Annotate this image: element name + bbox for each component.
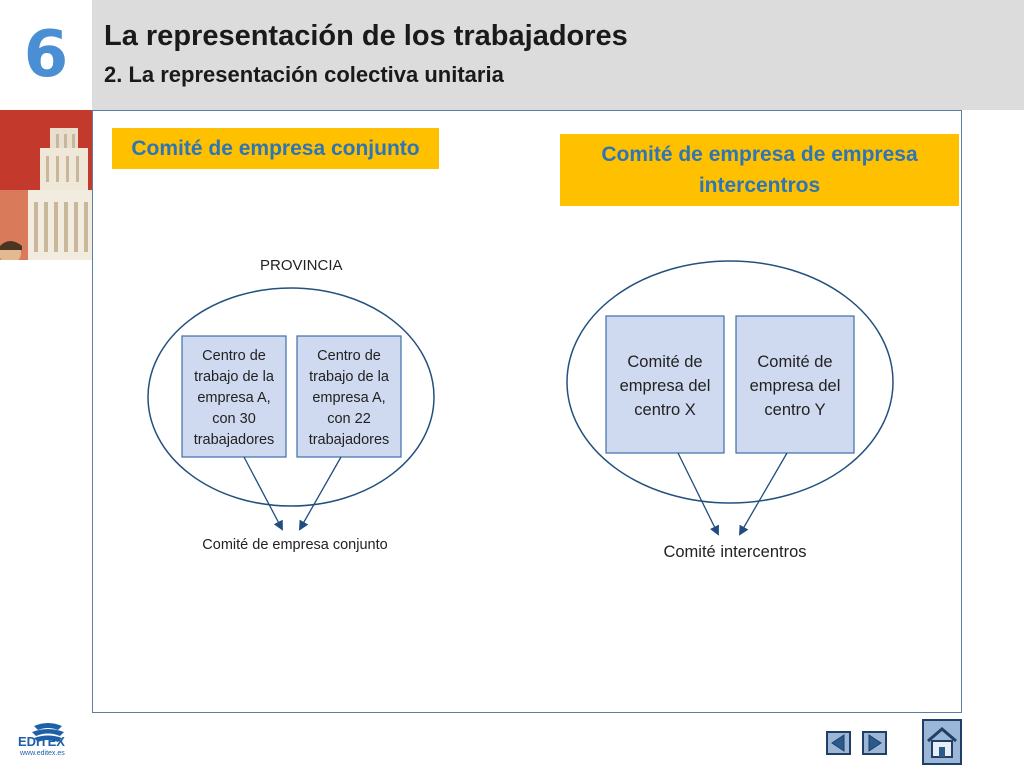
previous-slide-button[interactable] — [826, 731, 851, 755]
region-label-provincia: PROVINCIA — [260, 257, 343, 274]
box-centro-trabajo-1 — [182, 336, 286, 457]
page-title: La representación de los trabajadores — [104, 20, 628, 52]
label-comite-conjunto: Comité de empresa conjunto — [112, 128, 439, 169]
box-comite-centro-y — [736, 316, 854, 453]
box-text-line: empresa A, — [312, 390, 386, 406]
arrow-left-2 — [300, 457, 341, 529]
box-text-line: trabajo de la — [194, 369, 274, 385]
box-text-line: Centro de — [202, 348, 266, 364]
editex-logo-text: EDITEX — [18, 734, 65, 749]
page-subtitle: 2. La representación colectiva unitaria — [104, 62, 504, 87]
box-centro-trabajo-2 — [297, 336, 401, 457]
arrow-left-1 — [244, 457, 282, 529]
box-text-line: Centro de — [317, 348, 381, 364]
arrow-right-2 — [740, 453, 787, 534]
box-text-line: empresa A, — [197, 390, 271, 406]
arrow-left-icon — [828, 733, 849, 753]
box-text-line: con 22 — [327, 411, 371, 427]
result-label-intercentros: Comité intercentros — [663, 543, 807, 561]
box-centro-trabajo-2-text — [309, 348, 390, 448]
result-label-conjunto: Comité de empresa conjunto — [202, 537, 388, 553]
box-text-line: empresa del — [749, 377, 841, 395]
box-text-line: centro X — [634, 401, 696, 419]
arrow-right-icon — [864, 733, 885, 753]
home-icon — [924, 721, 960, 763]
chapter-number: 6 — [0, 0, 92, 110]
next-slide-button[interactable] — [862, 731, 887, 755]
box-text-line: Comité de — [627, 353, 703, 371]
box-text-line: Comité de — [757, 353, 833, 371]
box-text-line: con 30 — [212, 411, 256, 427]
box-text-line: empresa del — [619, 377, 711, 395]
editex-url: www.editex.es — [20, 750, 65, 757]
box-text-line: trabajo de la — [309, 369, 389, 385]
label-comite-intercentros: Comité de empresa de empresa intercentros — [560, 134, 959, 206]
box-text-line: centro Y — [764, 401, 826, 419]
box-text-line: trabajadores — [308, 432, 390, 448]
arrow-right-1 — [678, 453, 718, 534]
box-text-line: trabajadores — [193, 432, 275, 448]
box-comite-centro-x — [606, 316, 724, 453]
home-button[interactable] — [922, 719, 962, 765]
box-centro-trabajo-1-text — [194, 348, 275, 448]
